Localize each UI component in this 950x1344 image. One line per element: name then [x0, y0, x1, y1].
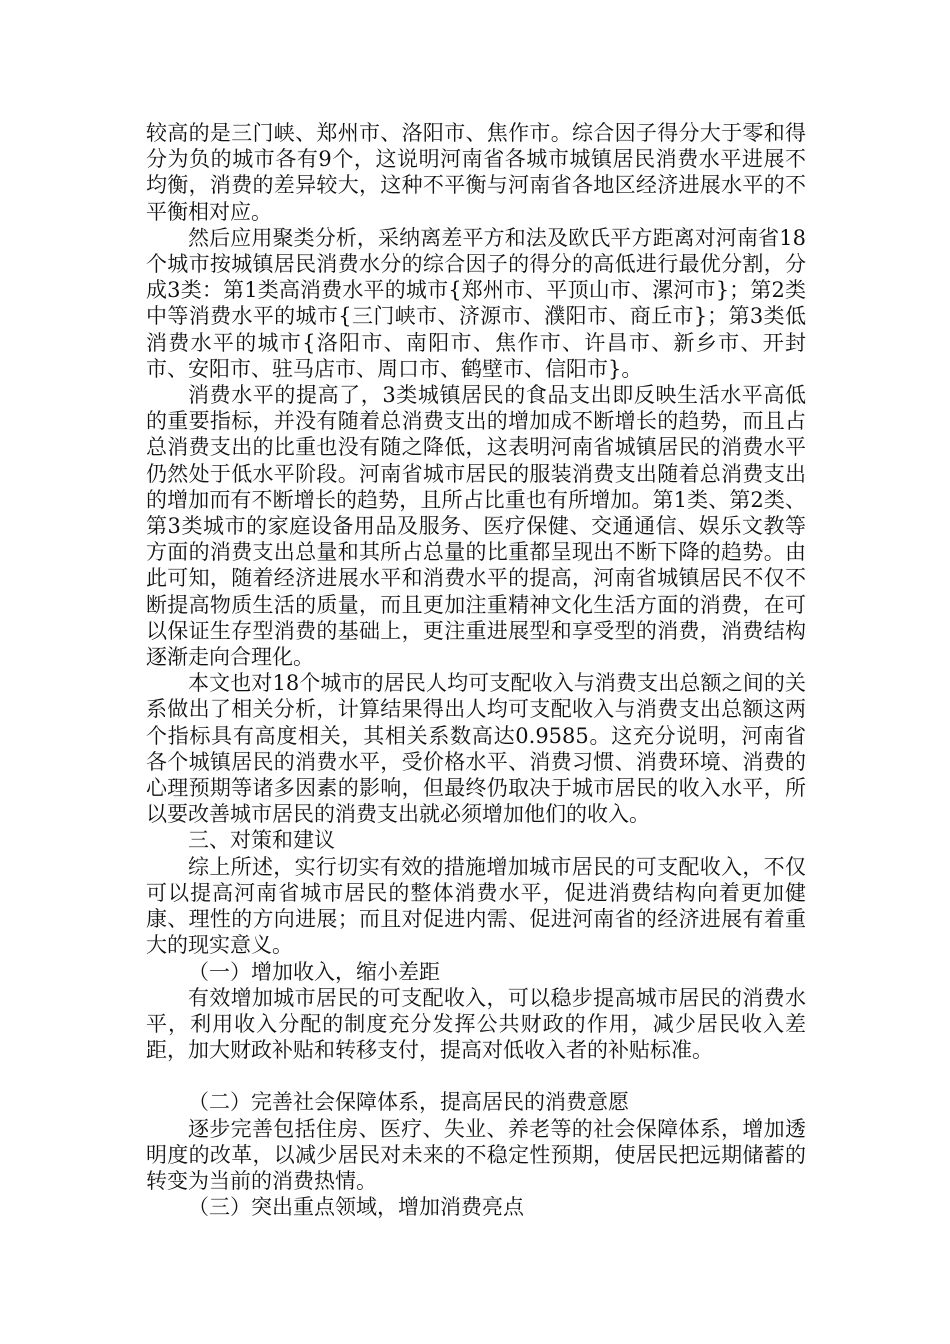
subsection-body-2: 逐步完善包括住房、医疗、失业、养老等的社会保障体系，增加透明度的改革，以减少居民对未来的不稳定性预期，使居民把远期储蓄的转变为当前的消费热情。	[146, 1116, 806, 1193]
paragraph-consumption-level: 消费水平的提高了，3类城镇居民的食品支出即反映生活水平高低的重要指标，并没有随着总消费支出的增加成不断增长的趋势，而且占总消费支出的比重也没有随之降低，这表明河南省城镇居民的消费水平仍然处于低水平阶段。河南省城市居民的服装消费支出随着总消费支出的增加而有不断增长的趋势，且所占比重也有所增加。第1类、第2类、第3类城市的家庭设备用品及服务、医疗保健、交通通信、娱乐文教等方面的消费支出总量和其所占总量的比重都呈现出不断下降的趋势。由此可知，随着经济进展水平和消费水平的提高，河南省城镇居民不仅不断提高物质生活的质量，而且更加注重精神文化生活方面的消费，在可以保证生存型消费的基础上，更注重进展型和享受型的消费，消费结构逐渐走向合理化。	[146, 383, 806, 670]
paragraph-continuation: 较高的是三门峡、郑州市、洛阳市、焦作市。综合因子得分大于零和得分为负的城市各有9个，这说明河南省各城市城镇居民消费水平进展不均衡，消费的差异较大，这种不平衡与河南省各地区经济进展水平的不平衡相对应。	[146, 121, 806, 224]
subsection-title-2: （二）完善社会保障体系，提高居民的消费意愿	[188, 1090, 629, 1115]
paragraph-correlation: 本文也对18个城市的居民人均可支配收入与消费支出总额之间的关系做出了相关分析，计算结果得出人均可支配收入与消费支出总额这两个指标具有高度相关，其相关系数高达0.9585。这充分说明，河南省各个城镇居民的消费水平，受价格水平、消费习惯、消费环境、消费的心理预期等诸多因素的影响，但最终仍取决于城市居民的收入水平，所以要改善城市居民的消费支出就必须增加他们的收入。	[146, 671, 806, 827]
section-heading: 三、对策和建议	[188, 828, 335, 853]
paragraph-cluster-analysis: 然后应用聚类分析，采纳离差平方和法及欧氏平方距离对河南省18个城市按城镇居民消费水分的综合因子的得分的高低进行最优分割，分成3类：第1类高消费水平的城市{郑州市、平顶山市、漯河市}；第2类中等消费水平的城市{三门峡市、济源市、濮阳市、商丘市}；第3类低消费水平的城市{洛阳市、南阳市、焦作市、许昌市、新乡市、开封市、安阳市、驻马店市、周口市、鹤壁市、信阳市}。	[146, 225, 806, 381]
subsection-title-1: （一）增加收入，缩小差距	[188, 959, 440, 984]
subsection-body-1: 有效增加城市居民的可支配收入，可以稳步提高城市居民的消费水平，利用收入分配的制度充分发挥公共财政的作用，减少居民收入差距，加大财政补贴和转移支付，提高对低收入者的补贴标准。	[146, 985, 806, 1063]
document-page	[146, 120, 806, 1220]
spacer	[146, 1063, 806, 1089]
paragraph-summary: 综上所述，实行切实有效的措施增加城市居民的可支配收入，不仅可以提高河南省城市居民的整体消费水平，促进消费结构向着更加健康、理性的方向进展；而且对促进内需、促进河南省的经济进展有着重大的现实意义。	[146, 854, 806, 958]
subsection-title-3: （三）突出重点领域，增加消费亮点	[188, 1195, 524, 1220]
